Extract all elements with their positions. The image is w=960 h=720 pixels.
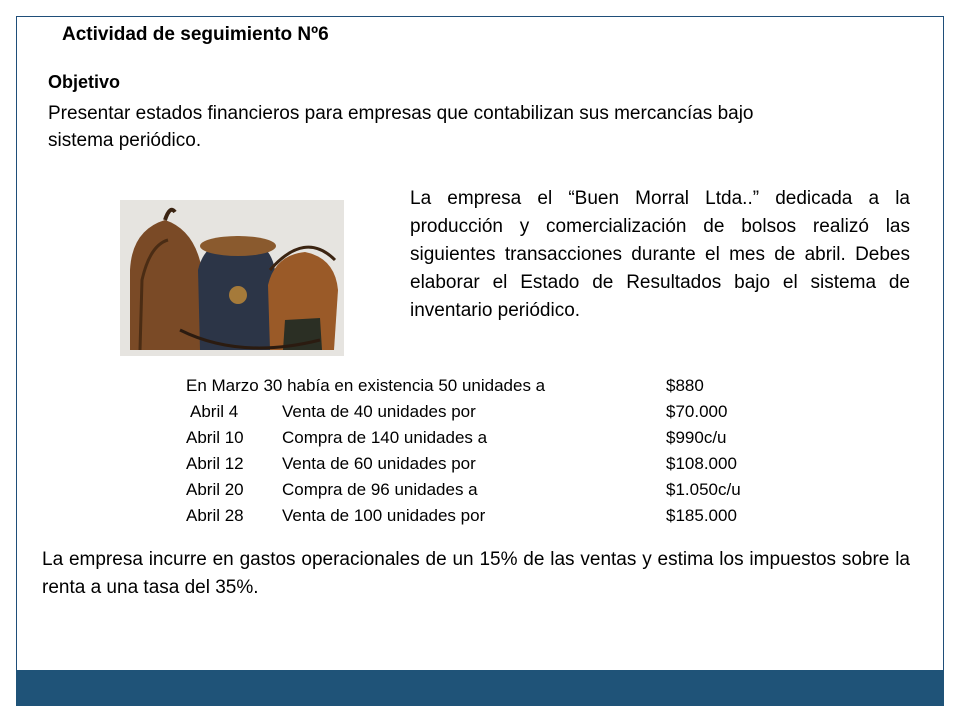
opening-text: En Marzo 30 había en existencia 50 unidades a bbox=[186, 376, 546, 395]
objective-text: Presentar estados financieros para empresas que contabilizan sus mercancías bajo sistema periódico. bbox=[48, 103, 754, 151]
transaction-date: Abril 10 bbox=[186, 428, 244, 447]
transaction-date: Abril 28 bbox=[186, 506, 244, 525]
transaction-desc: Compra de 140 unidades a bbox=[282, 428, 488, 447]
leather-bags-photo bbox=[120, 200, 344, 356]
transaction-desc: Venta de 60 unidades por bbox=[282, 454, 476, 473]
transaction-date: Abril 20 bbox=[186, 480, 244, 499]
transaction-amount: $185.000 bbox=[666, 506, 737, 525]
transaction-date: Abril 4 bbox=[190, 402, 239, 421]
transaction-desc: Compra de 96 unidades a bbox=[282, 480, 478, 499]
intro-paragraph: La empresa el “Buen Morral Ltda..” dedicada a la producción y comercialización de bolsos realizó las siguientes transacciones durante el mes de abril. Debes elaborar el Estado de Resultados bajo el sistema de inventario periódico. bbox=[410, 188, 910, 321]
transaction-amount: $108.000 bbox=[666, 454, 737, 473]
transaction-desc: Venta de 100 unidades por bbox=[282, 506, 486, 525]
transaction-amount: $1.050c/u bbox=[666, 480, 741, 499]
transaction-amount: $70.000 bbox=[666, 402, 728, 421]
footer-bar bbox=[16, 670, 944, 706]
opening-amount: $880 bbox=[666, 376, 704, 395]
transaction-amount: $990c/u bbox=[666, 428, 727, 447]
slide-title: Actividad de seguimiento Nº6 bbox=[62, 24, 329, 45]
closing-paragraph: La empresa incurre en gastos operacionales de un 15% de las ventas y estima los impuestos sobre la renta a una tasa del 35%. bbox=[42, 549, 910, 598]
transaction-date: Abril 12 bbox=[186, 454, 244, 473]
transaction-desc: Venta de 40 unidades por bbox=[282, 402, 476, 421]
objective-heading: Objetivo bbox=[48, 72, 121, 92]
